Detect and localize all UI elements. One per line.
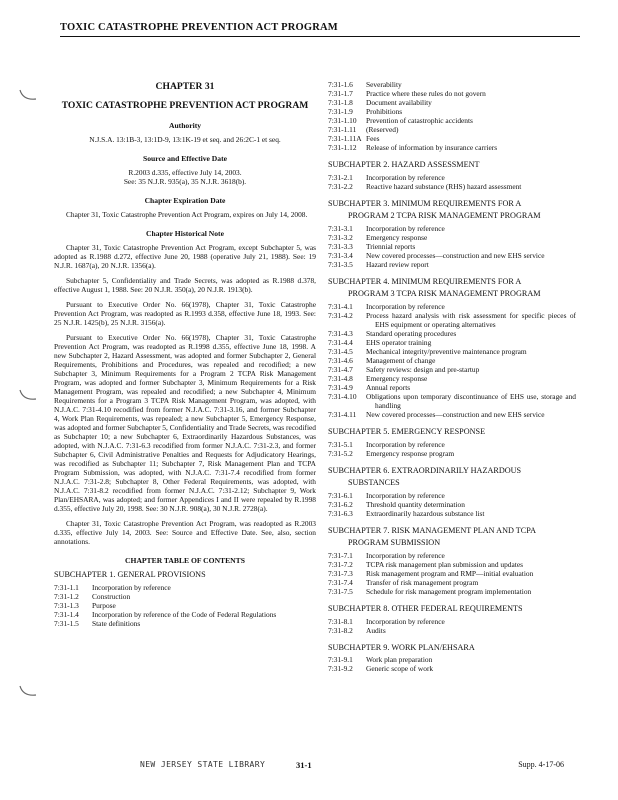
toc-entry[interactable] [328, 374, 576, 383]
subchapter-heading: SUBCHAPTER 8. OTHER FEDERAL REQUIREMENTS [328, 603, 523, 613]
source-line-2: See: 35 N.J.R. 935(a), 35 N.J.R. 3618(b). [123, 177, 247, 186]
section-title: Obligations upon temporary discontinuance of EHS use, storage and handling [366, 391, 576, 410]
right-column [328, 80, 576, 673]
section-title: EHS operator training [366, 337, 432, 347]
section-title: TCPA risk management plan submission and updates [366, 559, 523, 569]
section-number: 7:31-6.2 [328, 499, 353, 509]
source-line-1: R.2003 d.335, effective July 14, 2003. [128, 168, 242, 177]
toc-entry[interactable] [328, 626, 576, 635]
toc-entry[interactable] [54, 583, 316, 592]
section-number: 7:31-5.2 [328, 448, 353, 458]
section-number: 7:31-4.5 [328, 346, 353, 356]
section-title: Construction [92, 591, 131, 601]
toc-entry[interactable] [328, 134, 576, 143]
toc-entry[interactable] [328, 173, 576, 182]
history-heading: Chapter Historical Note [146, 229, 224, 238]
source-heading: Source and Effective Date [142, 154, 227, 163]
section-title: Emergency response [366, 232, 428, 242]
section-title: Annual reports [366, 382, 411, 392]
section-number: 7:31-6.1 [328, 490, 353, 500]
toc-entry[interactable] [328, 233, 576, 242]
toc-entry[interactable] [328, 224, 576, 233]
history-paragraph: Subchapter 5, Confidentiality and Trade Secrets, was adopted as R.1988 d.378, effective August 1, 1988. See: 20 N.J.R. 350(a), 20 N.J.R. 1913(b). [54, 276, 316, 294]
toc-entry[interactable] [328, 242, 576, 251]
section-title: Purpose [92, 600, 116, 610]
toc-entry[interactable] [328, 311, 576, 329]
section-title: Generic scope of work [366, 664, 434, 674]
section-number: 7:31-1.9 [328, 107, 353, 116]
toc-entry[interactable] [328, 80, 576, 89]
toc-entry[interactable] [328, 551, 576, 560]
section-title: Incorporation by reference of the Code of Federal Regulations [92, 609, 277, 619]
section-number: 7:31-4.6 [328, 355, 353, 365]
section-number: 7:31-4.1 [328, 301, 353, 311]
section-title: Fees [366, 134, 380, 143]
section-number: 7:31-1.5 [54, 618, 79, 628]
punch-mark-icon [18, 88, 38, 102]
subchapter-heading-cont: PROGRAM 3 TCPA RISK MANAGEMENT PROGRAM [348, 289, 541, 299]
toc-entry[interactable] [328, 143, 576, 152]
section-title: Triennial reports [366, 241, 416, 251]
subchapter-heading: SUBCHAPTER 5. EMERGENCY RESPONSE [328, 426, 486, 436]
section-title: Work plan preparation [366, 655, 433, 665]
toc-entry[interactable] [328, 509, 576, 518]
section-title: Incorporation by reference [366, 301, 445, 311]
section-number: 7:31-4.7 [328, 364, 353, 374]
section-title: Mechanical integrity/preventive maintenance program [366, 346, 527, 356]
supplement-date: Supp. 4-17-06 [518, 760, 564, 769]
history-paragraph: Chapter 31, Toxic Catastrophe Prevention Act Program, was readopted as R.2003 d.335, effective July 14, 2003. See: Source and Effective Date. See, also, section annotations. [54, 519, 316, 546]
subchapter-heading: SUBCHAPTER 6. EXTRAORDINARILY HAZARDOUS [328, 465, 522, 475]
section-number: 7:31-9.2 [328, 664, 353, 674]
subchapter-heading: SUBCHAPTER 2. HAZARD ASSESSMENT [328, 160, 480, 169]
section-title: Management of change [366, 355, 436, 365]
toc-entry[interactable] [328, 587, 576, 596]
chapter-label: CHAPTER 31 [155, 81, 215, 92]
section-number: 7:31-1.6 [328, 80, 353, 89]
subchapter-heading: SUBCHAPTER 7. RISK MANAGEMENT PLAN AND TCPA [328, 525, 536, 535]
section-number: 7:31-7.3 [328, 568, 353, 578]
toc-entry[interactable] [328, 260, 576, 269]
toc-entry[interactable] [54, 601, 316, 610]
section-number: 7:31-1.10 [328, 116, 357, 125]
section-title: (Reserved) [366, 125, 399, 134]
expiration-text: Chapter 31, Toxic Catastrophe Prevention Act Program, expires on July 14, 2008. [66, 210, 308, 219]
toc-right [328, 80, 576, 673]
section-title: Incorporation by reference [92, 582, 171, 592]
toc-entry[interactable] [328, 347, 576, 356]
history-paragraph: Pursuant to Executive Order No. 66(1978), Chapter 31, Toxic Catastrophe Prevention Act Program, was readopted as R.1998 d.355, effective June 18, 1998. A new Subchapter 2, Hazard Assessment, was adopted and former Subchapter 2, General Requirements, Prohibitions and Procedures, was repealed and recodified; a new Subchapter 3, Minimum Requirements for a Program 2 TCPA Risk Management Program, was adopted and former Subchapter 3, Minimum Requirements for a Risk Management Program, was repealed and recodified; a new Subchapter 4, Minimum Requirements for a Program 3 TCPA Risk Management Program, was adopted, with N.J.A.C. 7:31-4.10 recodified from former N.J.A.C. 7:31-3.16, and former Subchapter 4, Work Plan Requirements, was repealed; a new Subchapter 5, Emergency Response, was adopted and former Subchapter 5, Confidentiality and Trade Secrets, was recodified as Subchapter 10; a new Subchapter 6, Extraordinarily Hazardous Substances, was adopted, with N.J.A.C. 7:31-6.3 recodified from former N.J.A.C. 7:31-2.3, and former Subchapter 6, Civil Administrative Penalties and Requests for Adjudicatory Hearings, was recodified as Subchapter 11; Subchapter 7, Risk Management Plan and TCPA Program Submission, was adopted, with N.J.A.C. 7:31-7.4 recodified from former N.J.A.C. 7:31-2.8; Subchapter 8, Other Federal Requirements, was adopted, with N.J.A.C. 7:31-8.2 recodified from former N.J.A.C. 7:31-2.12; Subchapter 9, Work Plan/EHSARA, was adopted; and former Appendices I and II were repealed by R.1998 d.355, effective July 20, 1998. See: 30 N.J.R. 908(a), 30 N.J.R. 2728(a). [54, 333, 316, 513]
subchapter-heading: SUBCHAPTER 3. MINIMUM REQUIREMENTS FOR A [328, 198, 522, 208]
section-title: New covered processes—construction and new EHS service [366, 409, 545, 419]
section-number: 7:31-8.1 [328, 616, 353, 626]
section-title: Document availability [366, 98, 432, 107]
section-number: 7:31-4.3 [328, 328, 353, 338]
toc-entry[interactable] [328, 500, 576, 509]
toc-entry[interactable] [328, 89, 576, 98]
toc-left [54, 570, 316, 628]
section-title: Transfer of risk management program [366, 577, 479, 587]
section-title: Process hazard analysis with risk assessment for specific pieces of EHS equipment or operating alternatives [366, 310, 576, 329]
section-number: 7:31-1.3 [54, 600, 79, 610]
page-number: 31-1 [296, 760, 312, 770]
section-number: 7:31-4.11 [328, 409, 357, 419]
section-number: 7:31-4.2 [328, 310, 353, 320]
section-title: Reactive hazard substance (RHS) hazard assessment [366, 181, 522, 191]
toc-entry[interactable] [328, 449, 576, 458]
subchapter-heading: SUBCHAPTER 9. WORK PLAN/EHSARA [328, 642, 475, 652]
section-number: 7:31-7.2 [328, 559, 353, 569]
section-number: 7:31-1.2 [54, 591, 79, 601]
toc-entry[interactable] [328, 302, 576, 311]
subchapter-heading-cont: SUBSTANCES [348, 478, 400, 488]
section-number: 7:31-1.7 [328, 89, 353, 98]
running-head: TOXIC CATASTROPHE PREVENTION ACT PROGRAM [60, 22, 580, 37]
section-title: Audits [366, 625, 386, 635]
section-title: Hazard review report [366, 259, 429, 269]
punch-mark-icon [18, 684, 38, 698]
section-number: 7:31-1.11A [328, 134, 362, 143]
section-number: 7:31-1.4 [54, 609, 79, 619]
toc-entry[interactable] [328, 410, 576, 419]
section-number: 7:31-3.1 [328, 223, 353, 233]
section-number: 7:31-4.4 [328, 337, 353, 347]
section-title: Extraordinarily hazardous substance list [366, 508, 485, 518]
section-title: Risk management program and RMP—initial evaluation [366, 568, 534, 578]
section-title: Incorporation by reference [366, 439, 445, 449]
expiration-heading: Chapter Expiration Date [144, 196, 226, 205]
toc-entry[interactable] [328, 251, 576, 260]
toc-entry[interactable] [328, 617, 576, 626]
section-title: Incorporation by reference [366, 172, 445, 182]
toc-entry[interactable] [54, 610, 316, 619]
toc-entry[interactable] [328, 655, 576, 664]
toc-entry[interactable] [328, 440, 576, 449]
section-number: 7:31-7.1 [328, 550, 353, 560]
section-number: 7:31-2.2 [328, 181, 353, 191]
section-number: 7:31-1.1 [54, 582, 79, 592]
toc-entry[interactable] [328, 383, 576, 392]
section-title: Incorporation by reference [366, 490, 445, 500]
section-number: 7:31-1.11 [328, 125, 357, 134]
toc-entry[interactable] [328, 491, 576, 500]
toc-entry[interactable] [328, 107, 576, 116]
section-title: Prevention of catastrophic accidents [366, 116, 473, 125]
toc-entry[interactable] [54, 619, 316, 628]
section-title: Emergency response program [366, 448, 455, 458]
toc-entry[interactable] [328, 329, 576, 338]
section-title: Prohibitions [366, 107, 403, 116]
subchapter-heading: SUBCHAPTER 4. MINIMUM REQUIREMENTS FOR A [328, 276, 522, 286]
section-number: 7:31-4.10 [328, 391, 357, 401]
history-paragraph: Chapter 31, Toxic Catastrophe Prevention Act Program, except Subchapter 5, was adopted as R.1988 d.272, effective June 20, 1988 (operative July 21, 1988). See: 19 N.J.R. 1687(a), 20 N.J.R. 1356(a). [54, 243, 316, 270]
section-title: Practice where these rules do not govern [366, 89, 486, 98]
toc-entry[interactable] [328, 182, 576, 191]
subchapter-heading-cont: PROGRAM 2 TCPA RISK MANAGEMENT PROGRAM [348, 211, 541, 221]
section-number: 7:31-4.9 [328, 382, 353, 392]
section-number: 7:31-6.3 [328, 508, 353, 518]
section-number: 7:31-9.1 [328, 655, 353, 665]
authority-heading: Authority [168, 121, 202, 130]
authority-text: N.J.S.A. 13:1B-3, 13:1D-9, 13:1K-19 et seq. and 26:2C-1 et seq. [89, 135, 281, 144]
section-title: Standard operating procedures [366, 328, 457, 338]
section-number: 7:31-3.4 [328, 250, 353, 260]
section-title: Safety reviews: design and pre-startup [366, 364, 480, 374]
section-title: Incorporation by reference [366, 550, 445, 560]
library-stamp: NEW JERSEY STATE LIBRARY [140, 760, 266, 769]
toc-entry[interactable] [328, 664, 576, 673]
section-title: Incorporation by reference [366, 616, 445, 626]
section-title: Emergency response [366, 373, 428, 383]
section-number: 7:31-8.2 [328, 625, 353, 635]
toc-entry[interactable] [328, 365, 576, 374]
toc-entry[interactable] [328, 392, 576, 410]
history-paragraph: Pursuant to Executive Order No. 66(1978), Chapter 31, Toxic Catastrophe Prevention Act Program, was readopted as R.1993 d.358, effective June 18, 1993. See: 25 N.J.R. 1425(b), 25 N.J.R. 3156(a). [54, 300, 316, 327]
section-title: Schedule for risk management program implementation [366, 586, 532, 596]
section-number: 7:31-3.3 [328, 241, 353, 251]
toc-heading: CHAPTER TABLE OF CONTENTS [125, 556, 245, 565]
section-number: 7:31-7.5 [328, 586, 353, 596]
section-number: 7:31-1.8 [328, 98, 353, 107]
toc-entry[interactable] [328, 560, 576, 569]
section-title: New covered processes—construction and new EHS service [366, 250, 545, 260]
section-title: Severability [366, 80, 402, 89]
section-number: 7:31-2.1 [328, 172, 353, 182]
toc-entry[interactable] [328, 578, 576, 587]
section-number: 7:31-5.1 [328, 439, 353, 449]
toc-entry[interactable] [328, 125, 576, 134]
subchapter-heading: SUBCHAPTER 1. GENERAL PROVISIONS [54, 570, 206, 579]
toc-entry[interactable] [328, 116, 576, 125]
toc-entry[interactable] [328, 98, 576, 107]
toc-entry[interactable] [54, 592, 316, 601]
chapter-title: TOXIC CATASTROPHE PREVENTION ACT PROGRAM [61, 100, 309, 111]
section-title: Threshold quantity determination [366, 499, 465, 509]
section-title: State definitions [92, 618, 141, 628]
section-number: 7:31-1.12 [328, 143, 357, 152]
section-title: Incorporation by reference [366, 223, 445, 233]
left-column [54, 80, 316, 628]
toc-entry[interactable] [328, 569, 576, 578]
punch-mark-icon [18, 388, 38, 402]
toc-entry[interactable] [328, 338, 576, 347]
subchapter-heading-cont: PROGRAM SUBMISSION [348, 538, 441, 548]
footer [0, 760, 618, 774]
section-title: Release of information by insurance carriers [366, 143, 498, 152]
section-number: 7:31-3.2 [328, 232, 353, 242]
section-number: 7:31-7.4 [328, 577, 353, 587]
section-number: 7:31-3.5 [328, 259, 353, 269]
section-number: 7:31-4.8 [328, 373, 353, 383]
toc-entry[interactable] [328, 356, 576, 365]
